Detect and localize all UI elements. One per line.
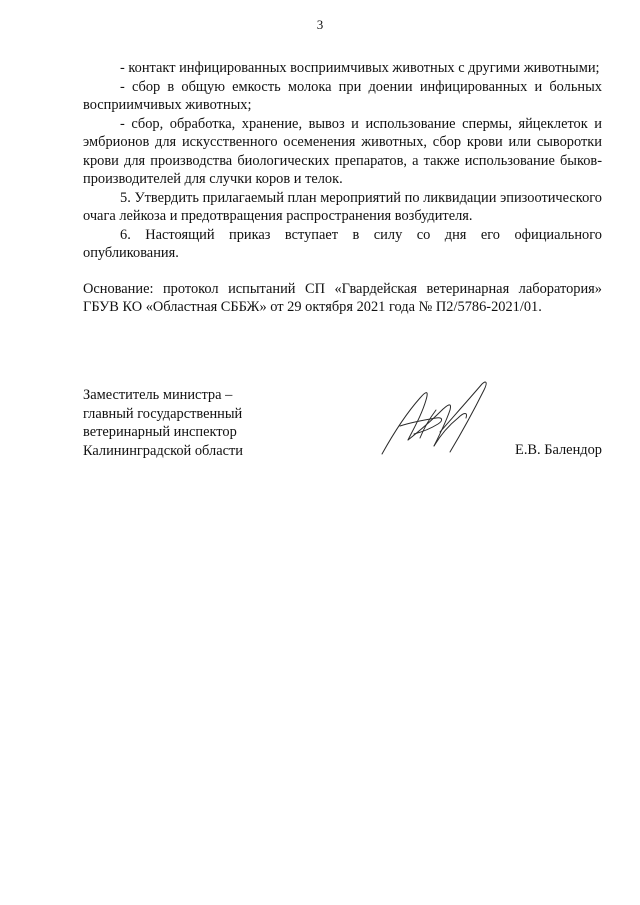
paragraph-milk-collection: - сбор в общую емкость молока при доении инфицированных и больных восприимчивых животных; xyxy=(83,78,602,113)
signature-block xyxy=(83,386,602,476)
paragraph-item-6: 6. Настоящий приказ вступает в силу со дня его официального опубликования. xyxy=(83,226,602,261)
page-number: 3 xyxy=(316,17,324,32)
basis-statement: Основание: протокол испытаний СП «Гвардейская ветеринарная лаборатория» ГБУВ КО «Областная СББЖ» от 29 октября 2021 года № П2/5786-2021/01. xyxy=(83,280,602,315)
signer-position xyxy=(83,386,283,460)
paragraph-sperm-embryos: - сбор, обработка, хранение, вывоз и использование спермы, яйцеклеток и эмбрионов для искусственного осеменения животных, сбор крови или сыворотки крови для производства биологических препаратов, а также использование быков-производителей для случки коров и телок. xyxy=(83,115,602,187)
signer-position-line: ветеринарный инспектор xyxy=(83,424,237,440)
signer-position-line: главный государственный xyxy=(83,405,243,422)
document-body xyxy=(83,59,602,317)
paragraph-item-5: 5. Утвердить прилагаемый план мероприятий по ликвидации эпизоотического очага лейкоза и предотвращения распространения возбудителя. xyxy=(83,189,602,224)
signer-position-line: Заместитель министра – xyxy=(83,387,233,403)
signer-position-line: Калининградской области xyxy=(83,442,243,459)
handwritten-signature xyxy=(378,376,503,466)
paragraph-contact-animals: - контакт инфицированных восприимчивых животных с другими животными; xyxy=(120,60,600,76)
signer-name: Е.В. Балендор xyxy=(515,442,602,458)
